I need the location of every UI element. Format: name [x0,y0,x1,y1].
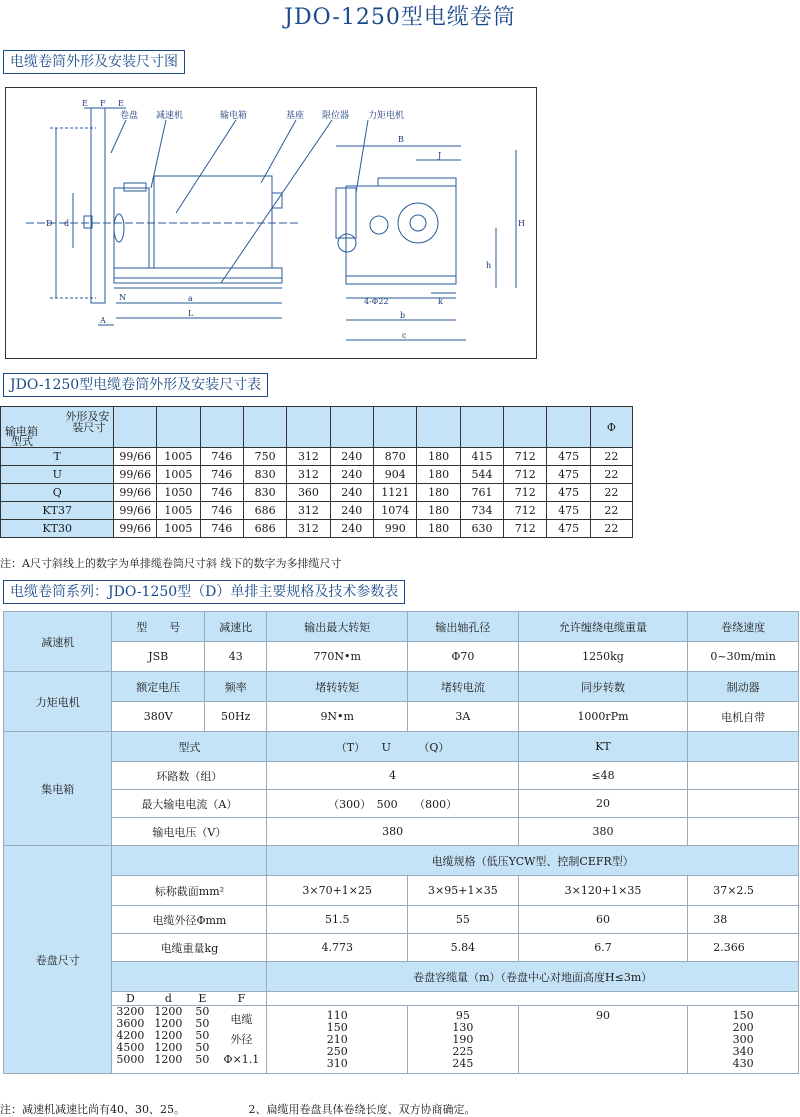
motor-h2: 堵转转矩 [267,672,408,702]
table-cell: 180 [417,520,460,538]
list-item: 225 [452,1045,474,1058]
list-item: 150 [326,1021,348,1034]
corner-mid: 装尺寸 [72,421,106,434]
spec-table [3,611,799,1074]
reducer-v1: 43 [205,642,267,672]
wt-v0: 4.773 [267,934,408,962]
motor-h4: 同步转数 [518,672,687,702]
voltage-kt: 380 [518,818,687,846]
motor-h5: 制动器 [688,672,799,702]
dim-H: H [518,219,525,228]
table-cell: 99/66 [114,520,157,538]
list-item: 210 [326,1033,348,1046]
reducer-h4: 允许缠绕电缆重量 [518,612,687,642]
list-item: 3600 [116,1017,145,1030]
table-cell: 830 [243,466,286,484]
row-type: U [1,466,114,484]
table-cell: 1121 [373,484,417,502]
collector-type-label: 型式 [112,732,267,762]
table-cell: 712 [504,466,547,484]
loops-blank [688,762,799,790]
section-drawing-title: 电缆卷筒外形及安装尺寸图 [3,50,185,74]
list-item: 4200 [116,1029,145,1042]
wt-v1: 5.84 [408,934,519,962]
collector-type-values: （T） U （Q） [267,732,518,762]
label-drum: 卷盘 [120,111,139,121]
table-cell: 750 [243,448,286,466]
table-row [1,448,633,466]
table-cell: 99/66 [114,466,157,484]
table-cell: 746 [200,502,243,520]
dim-k: k [438,297,443,306]
note-2 [0,1101,536,1117]
dim-b: b [400,311,406,320]
table-cell: 312 [287,466,330,484]
list-item: 90 [595,1009,610,1022]
drum-label: 卷盘尺寸 [4,846,112,1074]
od-v3: 38 [688,906,799,934]
table-row [1,502,633,520]
label-limiter: 限位器 [322,111,350,121]
motor-h3: 堵转电流 [408,672,519,702]
col-header [373,407,417,448]
table-cell: 312 [287,520,330,538]
table-cell: 240 [330,484,373,502]
table-cell: 904 [373,466,417,484]
area-v2: 3×120+1×35 [518,876,687,906]
motor-label: 力矩电机 [4,672,112,732]
table-cell: 1005 [157,502,201,520]
col-header [157,407,201,448]
dim-d: d [64,219,70,228]
list-item: 1200 [154,1041,183,1054]
area-label: 标称截面mm² [112,876,267,906]
list-item: 1200 [154,1017,183,1030]
list-item: 340 [732,1045,754,1058]
wt-label: 电缆重量kg [112,934,267,962]
note-2b: 2、扁缆用卷盘具体卷绕长度、双方协商确定。 [248,1103,476,1116]
list-item: 245 [452,1057,474,1070]
reducer-h0: 型 号 [112,612,205,642]
corner-bot2: 型式 [11,435,33,448]
note-1: 注：A尺寸斜线上的数字为单排缆卷筒尺寸斜 线下的数字为多排缆尺寸 [0,557,342,570]
collector-type-kt: KT [518,732,687,762]
col-header [287,407,330,448]
cap-blank2 [267,992,799,1006]
voltage-blank [688,818,799,846]
reducer-v4: 1250kg [518,642,687,672]
dim-B: B [398,135,404,144]
table-cell: 180 [417,484,460,502]
motor-v3: 3A [408,702,519,732]
table-cell: 544 [460,466,503,484]
table-cell: 1005 [157,466,201,484]
f-text2: 外径 [230,1033,253,1046]
reducer-v0: JSB [112,642,205,672]
table-cell: 22 [590,484,632,502]
list-item: 110 [326,1009,348,1022]
dim-c: c [402,331,407,340]
drum-spec-header: 电缆规格（低压YCW型、控制CEFR型） [267,846,799,876]
table-cell: 475 [547,502,590,520]
od-v0: 51.5 [267,906,408,934]
corner-bot1: 输电箱 [5,425,38,438]
corner-header [1,407,114,448]
cap-blank [112,962,267,992]
table-cell: 99/66 [114,484,157,502]
voltage-val: 380 [267,818,518,846]
table-cell: 22 [590,466,632,484]
table-cell: 746 [200,520,243,538]
table-cell: 712 [504,484,547,502]
table-row [1,484,633,502]
col-header [460,407,503,448]
list-item: 310 [326,1057,348,1070]
table-cell: 475 [547,484,590,502]
section-table1-title: JDO-1250型电缆卷筒外形及安装尺寸表 [3,373,268,397]
dim-N: N [119,293,126,302]
table-cell: 734 [460,502,503,520]
row-type: KT30 [1,520,114,538]
table-cell: 746 [200,484,243,502]
drum-plate [91,108,105,303]
table-cell: 712 [504,520,547,538]
motor-v5: 电机自带 [688,702,799,732]
current-kt: 20 [518,790,687,818]
list-item: 50 [195,1005,210,1018]
list-item: 95 [455,1009,470,1022]
reducer-h5: 卷绕速度 [688,612,799,642]
list-item: 200 [732,1021,754,1034]
table-cell: 686 [243,520,286,538]
collector-type-blank [688,732,799,762]
reducer-label: 减速机 [4,612,112,672]
table-cell: 360 [287,484,330,502]
f-text1: 电缆 [230,1013,253,1026]
loops-kt: ≤48 [518,762,687,790]
table-cell: 415 [460,448,503,466]
list-item: 5000 [116,1053,145,1066]
list-item: 300 [732,1033,754,1046]
table-cell: 180 [417,466,460,484]
od-label: 电缆外径Φmm [112,906,267,934]
drum-spec-blank [112,846,267,876]
table-cell: 22 [590,502,632,520]
current-label: 最大输电电流（A） [112,790,267,818]
dim-col-E [188,1006,216,1070]
table-cell: 1050 [157,484,201,502]
col-header [114,407,157,448]
table-cell: 240 [330,466,373,484]
current-blank [688,790,799,818]
dim-values-cell [112,1006,267,1074]
reducer-h2: 输出最大转矩 [267,612,408,642]
table-cell: 990 [373,520,417,538]
area-v1: 3×95+1×35 [408,876,519,906]
reducer-v3: Φ70 [408,642,519,672]
reducer-v5: 0~30m/min [688,642,799,672]
col-header [243,407,286,448]
page-title: JDO-1250型电缆卷筒 [284,5,516,30]
collector-label: 集电箱 [4,732,112,846]
table-cell: 475 [547,466,590,484]
list-item: 4500 [116,1041,145,1054]
od-v1: 55 [408,906,519,934]
wt-v3: 2.366 [688,934,799,962]
dim-F: F [100,99,106,108]
area-v0: 3×70+1×25 [267,876,408,906]
table-cell: 830 [243,484,286,502]
list-item: 50 [195,1053,210,1066]
motor-h0: 额定电压 [112,672,205,702]
dim-h-D: D [126,992,135,1005]
voltage-label: 输电电压（V） [112,818,267,846]
list-item: 1200 [154,1053,183,1066]
table-cell: 475 [547,520,590,538]
table-cell: 686 [243,502,286,520]
motor-v1: 50Hz [205,702,267,732]
table-cell: 240 [330,520,373,538]
table-row [1,466,633,484]
dim-a: a [188,294,193,303]
table-cell: 630 [460,520,503,538]
table-cell: 312 [287,502,330,520]
motor-v0: 380V [112,702,205,732]
reducer-v2: 770N•m [267,642,408,672]
note-2a: 注：减速机减速比尚有40、30、25。 [0,1103,185,1116]
table-cell: 22 [590,448,632,466]
dim-L: L [188,309,194,318]
dim-D: D [46,219,53,228]
row-type: KT37 [1,502,114,520]
dim-A: A [100,316,106,325]
dim-h: h [486,261,492,270]
motor-v2: 9N•m [267,702,408,732]
dim-h-F: F [237,992,246,1005]
dim-col-d [148,1006,188,1070]
loops-label: 环路数（组） [112,762,267,790]
current-val: （300） 500 （800） [267,790,518,818]
dim-h-E: E [198,992,207,1005]
col-header [200,407,243,448]
label-box: 输电箱 [220,111,248,121]
table-cell: 99/66 [114,502,157,520]
col-header [417,407,460,448]
list-item: 150 [732,1009,754,1022]
cap-col4 [688,1006,799,1074]
dim-holes: 4-Φ22 [364,297,389,306]
table-cell: 870 [373,448,417,466]
table-cell: 746 [200,466,243,484]
reducer-h3: 输出轴孔径 [408,612,519,642]
cap-col3 [518,1006,687,1074]
dimension-table [0,406,633,538]
list-item: 190 [452,1033,474,1046]
label-torque-motor: 力矩电机 [368,111,405,121]
phi-header: Φ [590,407,632,448]
row-type: T [1,448,114,466]
reducer-h1: 减速比 [205,612,267,642]
table-cell: 22 [590,520,632,538]
motor-v4: 1000rPm [518,702,687,732]
cap-col2 [408,1006,519,1074]
table-cell: 761 [460,484,503,502]
technical-drawing [5,87,537,359]
dim-h-d: d [164,992,172,1005]
list-item: 430 [732,1057,754,1070]
wt-v2: 6.7 [518,934,687,962]
area-v3: 37×2.5 [688,876,799,906]
dim-col-D [112,1006,148,1070]
table-cell: 240 [330,502,373,520]
dim-col-F [216,1006,266,1070]
table-cell: 712 [504,448,547,466]
list-item: 50 [195,1041,210,1054]
list-item: 50 [195,1017,210,1030]
cap-header: 卷盘容缆量（m）（卷盘中心对地面高度H≤3m） [267,962,799,992]
table-cell: 475 [547,448,590,466]
motor-h1: 频率 [205,672,267,702]
label-base: 基座 [286,111,305,121]
table-cell: 240 [330,448,373,466]
label-reducer: 减速机 [156,111,184,121]
table-cell: 1005 [157,448,201,466]
list-item: 50 [195,1029,210,1042]
col-header [504,407,547,448]
list-item: 3200 [116,1005,145,1018]
dim-E1: E [82,99,88,108]
list-item: 1200 [154,1005,183,1018]
f-text3: Φ×1.1 [223,1053,260,1066]
list-item: 250 [326,1045,348,1058]
table-cell: 99/66 [114,448,157,466]
table-cell: 1074 [373,502,417,520]
col-header [547,407,590,448]
table-cell: 712 [504,502,547,520]
corner-top: 外形及安 [65,410,110,423]
table-row [1,520,633,538]
col-header [330,407,373,448]
od-v2: 60 [518,906,687,934]
loops-val: 4 [267,762,518,790]
list-item: 1200 [154,1029,183,1042]
table-cell: 1005 [157,520,201,538]
table-cell: 180 [417,448,460,466]
section-table2-title: 电缆卷筒系列：JDO-1250型（D）单排主要规格及技术参数表 [3,580,405,604]
table-cell: 312 [287,448,330,466]
table-cell: 746 [200,448,243,466]
row-type: Q [1,484,114,502]
dim-J: J [438,151,442,160]
dim-header-cell [112,992,267,1006]
table-cell: 180 [417,502,460,520]
cap-col1 [267,1006,408,1074]
dim-E2: E [118,99,124,108]
list-item: 130 [452,1021,474,1034]
